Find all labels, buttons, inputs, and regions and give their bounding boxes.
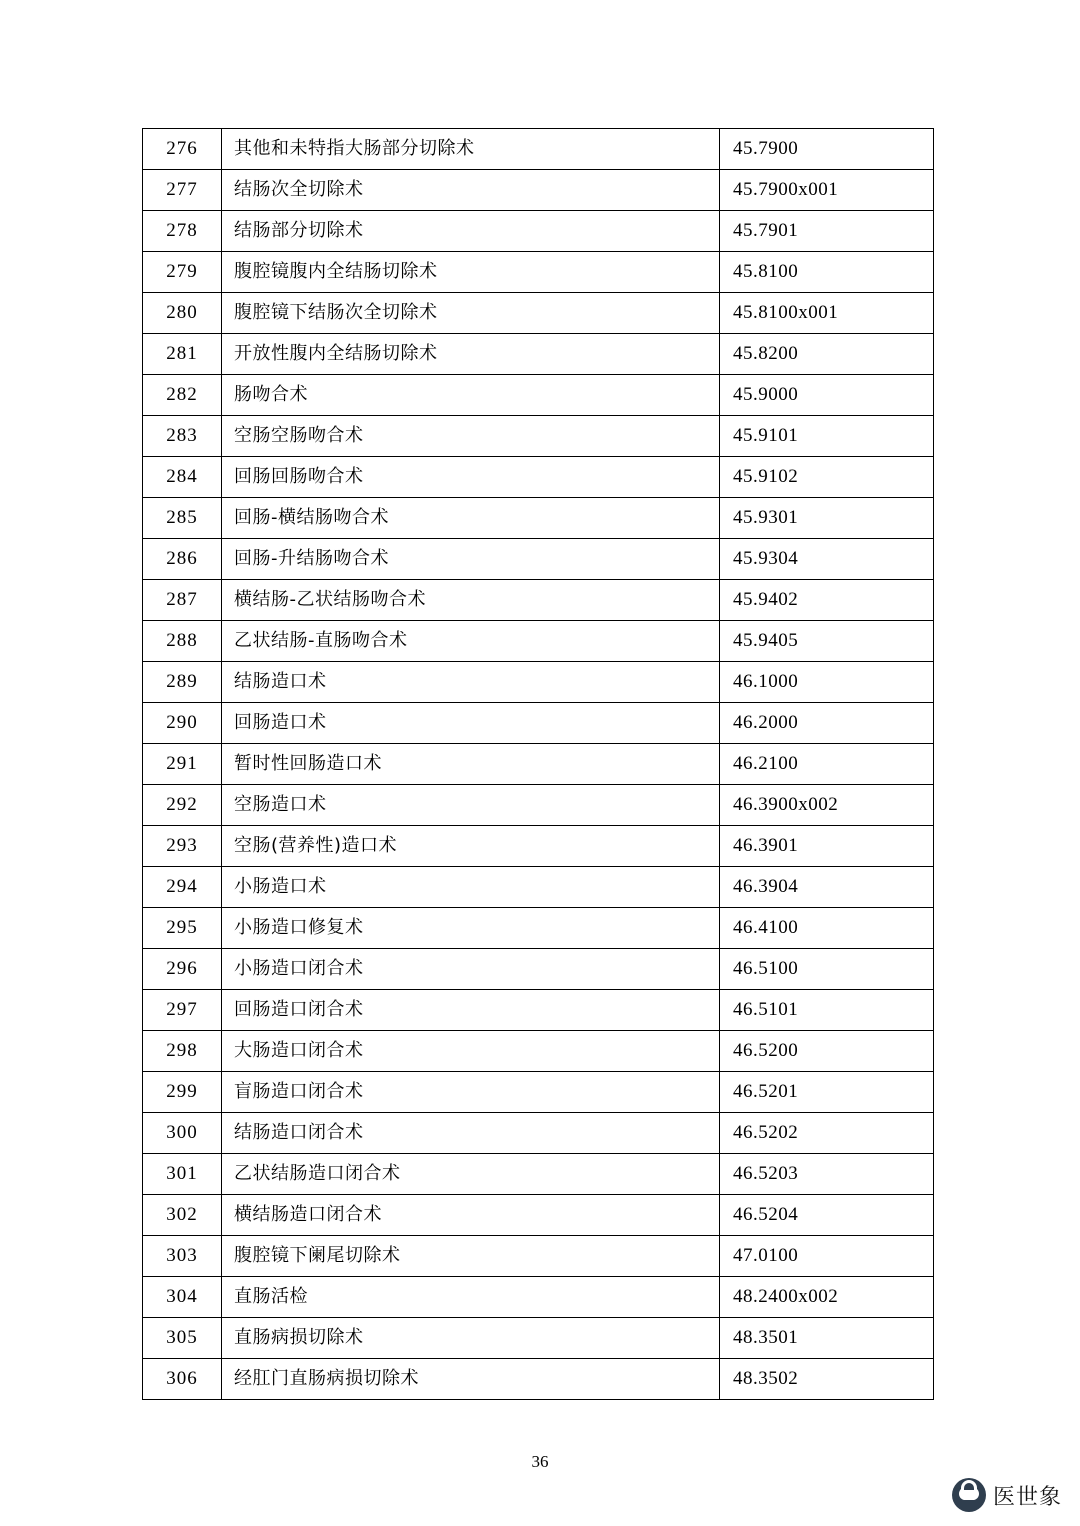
procedure-name: 直肠活检: [222, 1277, 720, 1318]
table-row: [143, 580, 934, 621]
table-row: [143, 826, 934, 867]
procedure-name: 回肠回肠吻合术: [222, 457, 720, 498]
procedure-name: 小肠造口术: [222, 867, 720, 908]
page-number: 36: [531, 1452, 549, 1471]
row-number: 277: [143, 170, 222, 211]
row-number: 291: [143, 744, 222, 785]
table-row: [143, 1318, 934, 1359]
procedure-code: 46.1000: [720, 662, 934, 703]
row-number: 293: [143, 826, 222, 867]
row-number: 295: [143, 908, 222, 949]
row-number: 305: [143, 1318, 222, 1359]
row-number: 281: [143, 334, 222, 375]
procedure-code: 45.9301: [720, 498, 934, 539]
procedure-name: 结肠造口闭合术: [222, 1113, 720, 1154]
row-number: 279: [143, 252, 222, 293]
row-number: 288: [143, 621, 222, 662]
row-number: 303: [143, 1236, 222, 1277]
row-number: 306: [143, 1359, 222, 1400]
row-number: 290: [143, 703, 222, 744]
table-row: [143, 908, 934, 949]
procedure-name: 腹腔镜腹内全结肠切除术: [222, 252, 720, 293]
procedure-name: 腹腔镜下阑尾切除术: [222, 1236, 720, 1277]
procedure-name: 回肠造口闭合术: [222, 990, 720, 1031]
procedure-code: 46.3904: [720, 867, 934, 908]
table-row: [143, 170, 934, 211]
procedure-name: 盲肠造口闭合术: [222, 1072, 720, 1113]
table-row: [143, 1072, 934, 1113]
table-row: [143, 457, 934, 498]
row-number: 285: [143, 498, 222, 539]
procedure-code: 46.4100: [720, 908, 934, 949]
procedure-code: 45.7900: [720, 129, 934, 170]
procedure-name: 横结肠-乙状结肠吻合术: [222, 580, 720, 621]
row-number: 276: [143, 129, 222, 170]
procedure-code: 46.3900x002: [720, 785, 934, 826]
procedure-code-table: [142, 128, 934, 1400]
table-row: [143, 744, 934, 785]
table-row: [143, 662, 934, 703]
procedure-code: 45.7900x001: [720, 170, 934, 211]
table-body: [143, 129, 934, 1400]
table-row: [143, 1236, 934, 1277]
row-number: 286: [143, 539, 222, 580]
procedure-name: 结肠次全切除术: [222, 170, 720, 211]
table-row: [143, 785, 934, 826]
row-number: 299: [143, 1072, 222, 1113]
procedure-name: 小肠造口闭合术: [222, 949, 720, 990]
procedure-code: 45.8200: [720, 334, 934, 375]
row-number: 304: [143, 1277, 222, 1318]
watermark: [952, 1478, 1062, 1512]
procedure-code: 46.2000: [720, 703, 934, 744]
table-row: [143, 703, 934, 744]
table-row: [143, 129, 934, 170]
row-number: 287: [143, 580, 222, 621]
procedure-name: 空肠(营养性)造口术: [222, 826, 720, 867]
procedure-name: 结肠部分切除术: [222, 211, 720, 252]
procedure-code: 46.5200: [720, 1031, 934, 1072]
procedure-name: 直肠病损切除术: [222, 1318, 720, 1359]
row-number: 301: [143, 1154, 222, 1195]
procedure-name: 暂时性回肠造口术: [222, 744, 720, 785]
table-row: [143, 1195, 934, 1236]
table-row: [143, 539, 934, 580]
procedure-code: 45.9304: [720, 539, 934, 580]
procedure-code: 45.9402: [720, 580, 934, 621]
procedure-name: 空肠造口术: [222, 785, 720, 826]
row-number: 283: [143, 416, 222, 457]
procedure-name: 小肠造口修复术: [222, 908, 720, 949]
table-row: [143, 1277, 934, 1318]
table-row: [143, 949, 934, 990]
procedure-name: 其他和未特指大肠部分切除术: [222, 129, 720, 170]
row-number: 297: [143, 990, 222, 1031]
watermark-label: 医世象: [992, 1484, 1062, 1510]
procedure-name: 横结肠造口闭合术: [222, 1195, 720, 1236]
procedure-name: 开放性腹内全结肠切除术: [222, 334, 720, 375]
procedure-name: 肠吻合术: [222, 375, 720, 416]
procedure-code: 48.3501: [720, 1318, 934, 1359]
table-row: [143, 293, 934, 334]
mishixiang-logo-icon: [952, 1478, 986, 1512]
procedure-name: 腹腔镜下结肠次全切除术: [222, 293, 720, 334]
procedure-code: 46.2100: [720, 744, 934, 785]
procedure-name: 回肠-横结肠吻合术: [222, 498, 720, 539]
row-number: 296: [143, 949, 222, 990]
procedure-code: 45.9102: [720, 457, 934, 498]
row-number: 300: [143, 1113, 222, 1154]
row-number: 298: [143, 1031, 222, 1072]
procedure-code: 46.5204: [720, 1195, 934, 1236]
procedure-name: 乙状结肠造口闭合术: [222, 1154, 720, 1195]
procedure-code: 46.5201: [720, 1072, 934, 1113]
table-row: [143, 334, 934, 375]
procedure-name: 乙状结肠-直肠吻合术: [222, 621, 720, 662]
row-number: 294: [143, 867, 222, 908]
procedure-code: 45.8100: [720, 252, 934, 293]
procedure-code: 45.9101: [720, 416, 934, 457]
table-row: [143, 416, 934, 457]
table-row: [143, 375, 934, 416]
table-row: [143, 990, 934, 1031]
procedure-code: 48.3502: [720, 1359, 934, 1400]
table-row: [143, 1031, 934, 1072]
table-row: [143, 211, 934, 252]
procedure-code: 48.2400x002: [720, 1277, 934, 1318]
procedure-code: 46.3901: [720, 826, 934, 867]
row-number: 282: [143, 375, 222, 416]
procedure-code: 47.0100: [720, 1236, 934, 1277]
table-row: [143, 498, 934, 539]
table-row: [143, 1154, 934, 1195]
row-number: 280: [143, 293, 222, 334]
table-row: [143, 621, 934, 662]
row-number: 278: [143, 211, 222, 252]
procedure-code: 46.5100: [720, 949, 934, 990]
procedure-name: 大肠造口闭合术: [222, 1031, 720, 1072]
procedure-name: 经肛门直肠病损切除术: [222, 1359, 720, 1400]
procedure-code: 46.5101: [720, 990, 934, 1031]
procedure-code: 46.5202: [720, 1113, 934, 1154]
table-row: [143, 1113, 934, 1154]
table-row: [143, 252, 934, 293]
procedure-name: 回肠-升结肠吻合术: [222, 539, 720, 580]
procedure-name: 回肠造口术: [222, 703, 720, 744]
row-number: 302: [143, 1195, 222, 1236]
procedure-code: 46.5203: [720, 1154, 934, 1195]
procedure-name: 空肠空肠吻合术: [222, 416, 720, 457]
row-number: 292: [143, 785, 222, 826]
table-row: [143, 867, 934, 908]
procedure-code: 45.8100x001: [720, 293, 934, 334]
row-number: 284: [143, 457, 222, 498]
procedure-code: 45.9405: [720, 621, 934, 662]
procedure-code: 45.9000: [720, 375, 934, 416]
procedure-code: 45.7901: [720, 211, 934, 252]
procedure-name: 结肠造口术: [222, 662, 720, 703]
table-row: [143, 1359, 934, 1400]
row-number: 289: [143, 662, 222, 703]
